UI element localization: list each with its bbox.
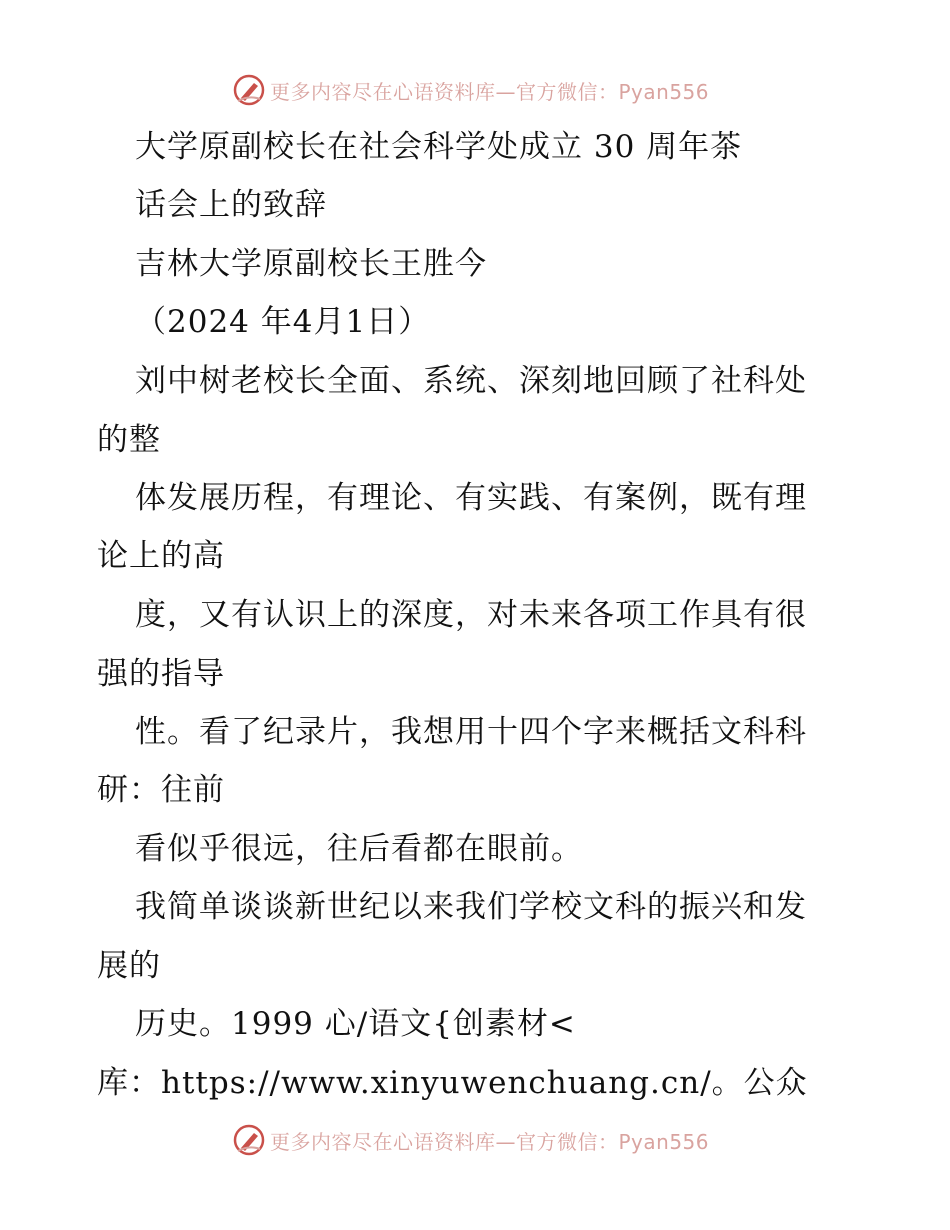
watermark-text: 更多内容尽在心语资料库—官方微信：Pyan556 bbox=[270, 1129, 710, 1154]
text-line: 库：https://www.xinyuwenchuang.cn/。公众 bbox=[97, 1065, 808, 1101]
header-watermark-banner bbox=[232, 70, 709, 110]
text-line: 论上的高 bbox=[97, 538, 225, 574]
text-line: 看似乎很远，往后看都在眼前。 bbox=[135, 831, 583, 867]
text-line: 体发展历程，有理论、有实践、有案例，既有理 bbox=[135, 480, 807, 516]
pen-logo-icon bbox=[232, 73, 266, 107]
text-line: 研：往前 bbox=[97, 772, 225, 808]
text-line: 刘中树老校长全面、系统、深刻地回顾了社科处 bbox=[135, 363, 807, 399]
text-line: 度，又有认识上的深度，对未来各项工作具有很 bbox=[135, 597, 807, 633]
text-line: 我简单谈谈新世纪以来我们学校文科的振兴和发 bbox=[135, 889, 807, 925]
text-line: 历史。1999 心/语文{创素材< bbox=[135, 1006, 576, 1042]
text-line: 大学原副校长在社会科学处成立 30 周年茶 bbox=[135, 129, 743, 165]
pen-logo-icon bbox=[232, 1123, 266, 1157]
text-line: 的整 bbox=[97, 422, 161, 458]
text-line: 吉林大学原副校长王胜今 bbox=[135, 246, 487, 282]
text-line: （2024 年4月1日） bbox=[135, 304, 431, 340]
text-line: 展的 bbox=[97, 948, 161, 984]
text-line: 话会上的致辞 bbox=[135, 187, 327, 223]
footer-watermark-banner bbox=[232, 1120, 709, 1160]
text-line: 性。看了纪录片，我想用十四个字来概括文科科 bbox=[135, 714, 807, 750]
text-line: 强的指导 bbox=[97, 656, 225, 692]
watermark-text: 更多内容尽在心语资料库—官方微信：Pyan556 bbox=[270, 79, 710, 104]
